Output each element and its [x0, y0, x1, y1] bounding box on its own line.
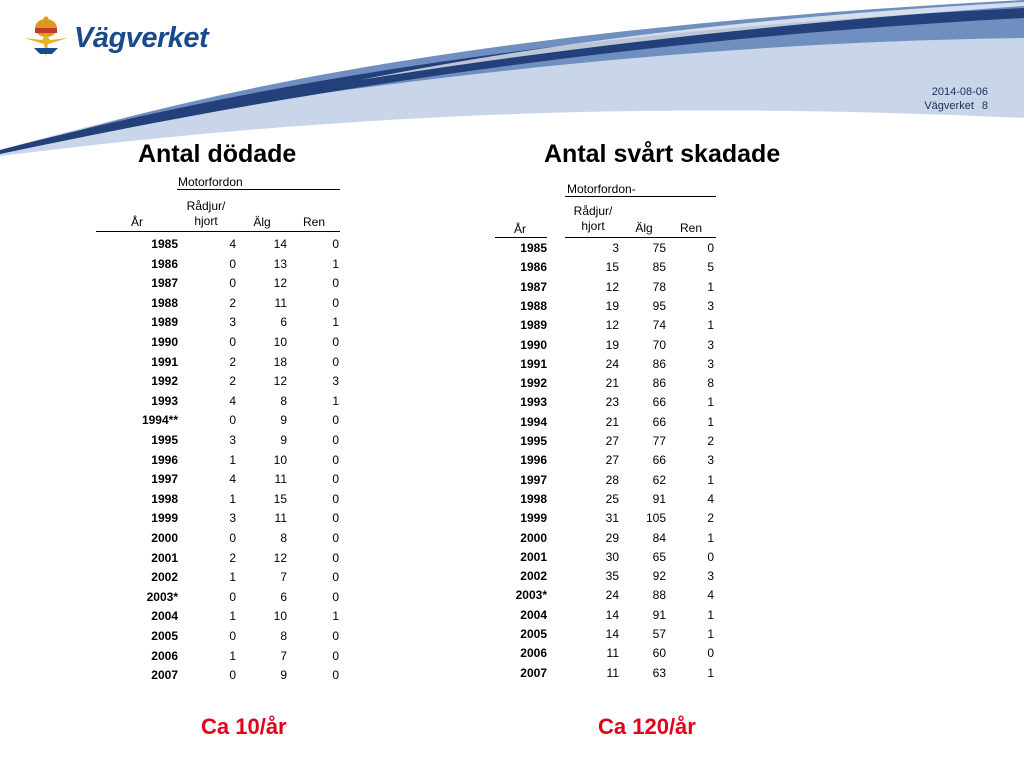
row-moose-value: 62 — [652, 472, 666, 487]
row-year: 1986 — [151, 256, 178, 271]
row-deer-value: 3 — [229, 511, 236, 526]
row-moose-value: 6 — [280, 315, 287, 330]
row-reindeer-value: 1 — [332, 256, 339, 271]
year-header-rule — [495, 237, 547, 238]
row-year: 2007 — [151, 668, 178, 683]
row-moose-value: 9 — [280, 668, 287, 683]
row-year: 1997 — [151, 472, 178, 487]
row-moose-value: 12 — [273, 550, 287, 565]
row-deer-value: 19 — [605, 298, 619, 313]
row-deer-value: 3 — [229, 433, 236, 447]
row-moose-value: 10 — [273, 452, 287, 467]
row-moose-value: 78 — [652, 279, 666, 294]
row-deer-value: 11 — [606, 646, 619, 661]
row-year: 2003* — [146, 589, 178, 604]
row-year: 1988 — [520, 298, 547, 313]
row-reindeer-value: 1 — [332, 315, 339, 330]
row-moose-value: 6 — [280, 589, 287, 604]
row-year: 1990 — [520, 337, 547, 352]
row-deer-value: 24 — [605, 356, 619, 371]
row-reindeer-value: 2 — [707, 434, 714, 448]
column-header-deer: Rådjur/ hjort — [186, 199, 226, 228]
row-deer-value: 25 — [605, 491, 619, 506]
row-moose-value: 12 — [273, 374, 287, 389]
row-reindeer-value: 1 — [707, 627, 714, 641]
row-moose-value: 70 — [652, 337, 666, 352]
row-year: 2005 — [151, 629, 178, 643]
row-year: 2006 — [520, 646, 547, 661]
row-deer-value: 29 — [605, 530, 619, 545]
row-year: 2006 — [151, 648, 178, 663]
row-moose-value: 8 — [280, 629, 287, 643]
row-deer-value: 0 — [229, 531, 236, 545]
row-reindeer-value: 3 — [707, 356, 714, 371]
row-moose-value: 65 — [652, 549, 666, 564]
row-deer-value: 14 — [605, 627, 619, 641]
row-reindeer-value: 0 — [332, 491, 339, 506]
row-reindeer-value: 0 — [707, 646, 714, 661]
row-deer-value: 12 — [605, 318, 619, 333]
row-deer-value: 1 — [229, 648, 236, 663]
row-moose-value: 15 — [273, 491, 287, 506]
column-header-reindeer: Ren — [302, 215, 325, 229]
row-moose-value: 85 — [652, 260, 666, 275]
row-year: 1998 — [151, 491, 178, 506]
column-header-year: År — [131, 215, 143, 229]
row-reindeer-value: 0 — [332, 472, 339, 487]
row-reindeer-value: 0 — [332, 570, 339, 585]
title-killed: Antal dödade — [138, 140, 297, 168]
row-moose-value: 14 — [273, 237, 287, 251]
row-reindeer-value: 3 — [707, 298, 714, 313]
row-year: 1991 — [520, 356, 547, 371]
row-moose-value: 12 — [273, 276, 287, 291]
row-year: 2004 — [151, 609, 178, 624]
slide-org: Vägverket — [924, 100, 974, 112]
row-moose-value: 86 — [652, 376, 666, 391]
group-header-rule — [565, 196, 716, 197]
row-reindeer-value: 1 — [707, 279, 714, 294]
row-year: 1996 — [151, 452, 178, 467]
row-reindeer-value: 1 — [707, 395, 714, 410]
row-moose-value: 91 — [652, 491, 666, 506]
column-header-deer: Rådjur/ hjort — [573, 204, 613, 233]
row-year: 1996 — [520, 453, 547, 468]
row-year: 1991 — [151, 354, 178, 369]
row-moose-value: 11 — [274, 511, 287, 526]
slide-date: 2014-08-06 — [931, 86, 988, 98]
row-year: 2001 — [520, 549, 547, 564]
row-moose-value: 13 — [273, 256, 287, 271]
row-year: 1992 — [151, 374, 178, 389]
row-reindeer-value: 3 — [707, 453, 714, 468]
row-moose-value: 9 — [280, 413, 287, 428]
row-reindeer-value: 1 — [707, 414, 714, 429]
row-moose-value: 74 — [652, 318, 666, 333]
row-deer-value: 3 — [229, 315, 236, 330]
row-moose-value: 86 — [652, 356, 666, 371]
row-reindeer-value: 0 — [332, 276, 339, 291]
row-reindeer-value: 0 — [332, 550, 339, 565]
row-year: 2003* — [515, 588, 547, 603]
row-deer-value: 21 — [605, 414, 619, 429]
row-reindeer-value: 4 — [707, 491, 714, 506]
row-reindeer-value: 5 — [707, 260, 714, 275]
row-moose-value: 11 — [274, 472, 287, 487]
row-deer-value: 27 — [605, 453, 619, 468]
row-moose-value: 63 — [652, 665, 666, 680]
row-reindeer-value: 8 — [707, 376, 714, 391]
row-moose-value: 18 — [273, 354, 287, 369]
row-deer-value: 2 — [229, 295, 236, 310]
row-moose-value: 7 — [280, 570, 287, 585]
row-deer-value: 1 — [229, 570, 236, 585]
row-deer-value: 0 — [229, 276, 236, 291]
column-header-moose: Älg — [635, 221, 653, 235]
row-reindeer-value: 0 — [332, 589, 339, 604]
row-deer-value: 23 — [605, 395, 619, 410]
row-year: 1997 — [520, 472, 547, 487]
row-moose-value: 91 — [652, 607, 666, 622]
data-header-rule — [565, 237, 716, 238]
row-reindeer-value: 0 — [332, 629, 339, 643]
row-deer-value: 2 — [229, 374, 236, 389]
row-moose-value: 66 — [652, 414, 666, 429]
row-moose-value: 88 — [652, 588, 666, 603]
slide-page-number: 8 — [981, 100, 988, 112]
column-header-year: År — [514, 222, 526, 236]
row-deer-value: 1 — [229, 452, 236, 467]
row-deer-value: 27 — [605, 434, 619, 448]
row-deer-value: 35 — [605, 569, 619, 584]
row-reindeer-value: 0 — [332, 237, 339, 251]
row-year: 1985 — [520, 241, 547, 255]
data-header-rule — [178, 231, 340, 232]
row-moose-value: 92 — [652, 569, 666, 584]
logo-text: Vägverket — [74, 21, 209, 54]
row-deer-value: 4 — [229, 237, 236, 251]
row-deer-value: 21 — [605, 376, 619, 391]
row-deer-value: 15 — [605, 260, 619, 275]
row-moose-value: 8 — [280, 393, 287, 408]
row-year: 1995 — [520, 434, 547, 448]
row-moose-value: 9 — [280, 433, 287, 447]
row-deer-value: 12 — [605, 279, 619, 294]
row-reindeer-value: 1 — [332, 609, 339, 624]
row-year: 2002 — [520, 569, 547, 584]
row-year: 1986 — [520, 260, 547, 275]
row-reindeer-value: 1 — [332, 393, 339, 408]
group-header: Motorfordon- — [567, 182, 636, 196]
row-deer-value: 4 — [229, 393, 236, 408]
row-year: 1999 — [151, 511, 178, 526]
row-deer-value: 0 — [229, 413, 236, 428]
row-reindeer-value: 0 — [707, 549, 714, 564]
row-year: 1990 — [151, 335, 178, 349]
row-deer-value: 2 — [229, 550, 236, 565]
footer-killed: Ca 10/år — [201, 714, 287, 739]
row-deer-value: 30 — [605, 549, 619, 564]
row-year: 1988 — [151, 295, 178, 310]
row-moose-value: 11 — [274, 295, 287, 310]
row-year: 2004 — [520, 607, 547, 622]
row-year: 1993 — [520, 395, 547, 410]
slide-meta — [924, 85, 988, 113]
year-header-rule — [96, 231, 178, 232]
row-deer-value: 0 — [229, 629, 236, 643]
row-reindeer-value: 0 — [332, 354, 339, 369]
row-reindeer-value: 3 — [332, 374, 339, 389]
row-year: 1995 — [151, 433, 178, 447]
row-moose-value: 57 — [652, 627, 666, 641]
row-deer-value: 1 — [229, 609, 236, 624]
row-year: 1985 — [151, 237, 178, 251]
row-deer-value: 1 — [229, 491, 236, 506]
row-year: 1987 — [151, 276, 178, 291]
brand-logo — [22, 14, 208, 62]
row-moose-value: 10 — [273, 335, 287, 349]
row-reindeer-value: 0 — [332, 335, 339, 349]
row-moose-value: 84 — [652, 530, 666, 545]
row-reindeer-value: 1 — [707, 607, 714, 622]
footer-injured: Ca 120/år — [598, 714, 696, 739]
row-reindeer-value: 0 — [332, 668, 339, 683]
row-reindeer-value: 1 — [707, 318, 714, 333]
row-reindeer-value: 0 — [332, 295, 339, 310]
row-deer-value: 14 — [605, 607, 619, 622]
row-reindeer-value: 0 — [332, 531, 339, 545]
row-year: 1993 — [151, 393, 178, 408]
column-header-reindeer: Ren — [679, 221, 702, 235]
row-reindeer-value: 1 — [707, 472, 714, 487]
row-reindeer-value: 0 — [332, 452, 339, 467]
row-year: 2000 — [520, 530, 547, 545]
row-moose-value: 60 — [652, 646, 666, 661]
row-reindeer-value: 4 — [707, 588, 714, 603]
row-reindeer-value: 0 — [332, 648, 339, 663]
row-reindeer-value: 1 — [707, 530, 714, 545]
row-year: 1989 — [151, 315, 178, 330]
row-moose-value: 75 — [652, 241, 666, 255]
group-header-rule — [177, 189, 340, 190]
row-moose-value: 8 — [280, 531, 287, 545]
crown-emblem-icon — [22, 14, 70, 62]
row-year: 1994** — [141, 413, 178, 428]
row-moose-value: 77 — [652, 434, 666, 448]
row-year: 2002 — [151, 570, 178, 585]
row-reindeer-value: 3 — [707, 569, 714, 584]
row-reindeer-value: 0 — [332, 511, 339, 526]
row-moose-value: 10 — [273, 609, 287, 624]
row-reindeer-value: 3 — [707, 337, 714, 352]
row-reindeer-value: 0 — [332, 413, 339, 428]
row-reindeer-value: 1 — [707, 665, 714, 680]
row-year: 1987 — [520, 279, 547, 294]
row-deer-value: 0 — [229, 335, 236, 349]
row-deer-value: 0 — [229, 256, 236, 271]
row-moose-value: 105 — [645, 511, 666, 526]
column-header-moose: Älg — [253, 215, 271, 229]
row-reindeer-value: 0 — [707, 241, 714, 255]
row-deer-value: 11 — [606, 665, 619, 680]
row-deer-value: 0 — [229, 668, 236, 683]
row-deer-value: 28 — [605, 472, 619, 487]
row-moose-value: 66 — [652, 395, 666, 410]
group-header: Motorfordon — [178, 175, 243, 189]
row-deer-value: 31 — [605, 511, 619, 526]
row-deer-value: 2 — [229, 354, 236, 369]
row-deer-value: 0 — [229, 589, 236, 604]
row-year: 1994 — [520, 414, 547, 429]
row-year: 2005 — [520, 627, 547, 641]
row-reindeer-value: 2 — [707, 511, 714, 526]
row-year: 1989 — [520, 318, 547, 333]
row-moose-value: 66 — [652, 453, 666, 468]
title-injured: Antal svårt skadade — [544, 140, 781, 168]
row-year: 1992 — [520, 376, 547, 391]
row-year: 1998 — [520, 491, 547, 506]
row-moose-value: 7 — [280, 648, 287, 663]
row-deer-value: 3 — [612, 241, 619, 255]
row-deer-value: 19 — [605, 337, 619, 352]
row-year: 2000 — [151, 531, 178, 545]
row-year: 2001 — [151, 550, 178, 565]
row-moose-value: 95 — [652, 298, 666, 313]
row-year: 1999 — [520, 511, 547, 526]
row-deer-value: 24 — [605, 588, 619, 603]
row-year: 2007 — [520, 665, 547, 680]
row-reindeer-value: 0 — [332, 433, 339, 447]
row-deer-value: 4 — [229, 472, 236, 487]
